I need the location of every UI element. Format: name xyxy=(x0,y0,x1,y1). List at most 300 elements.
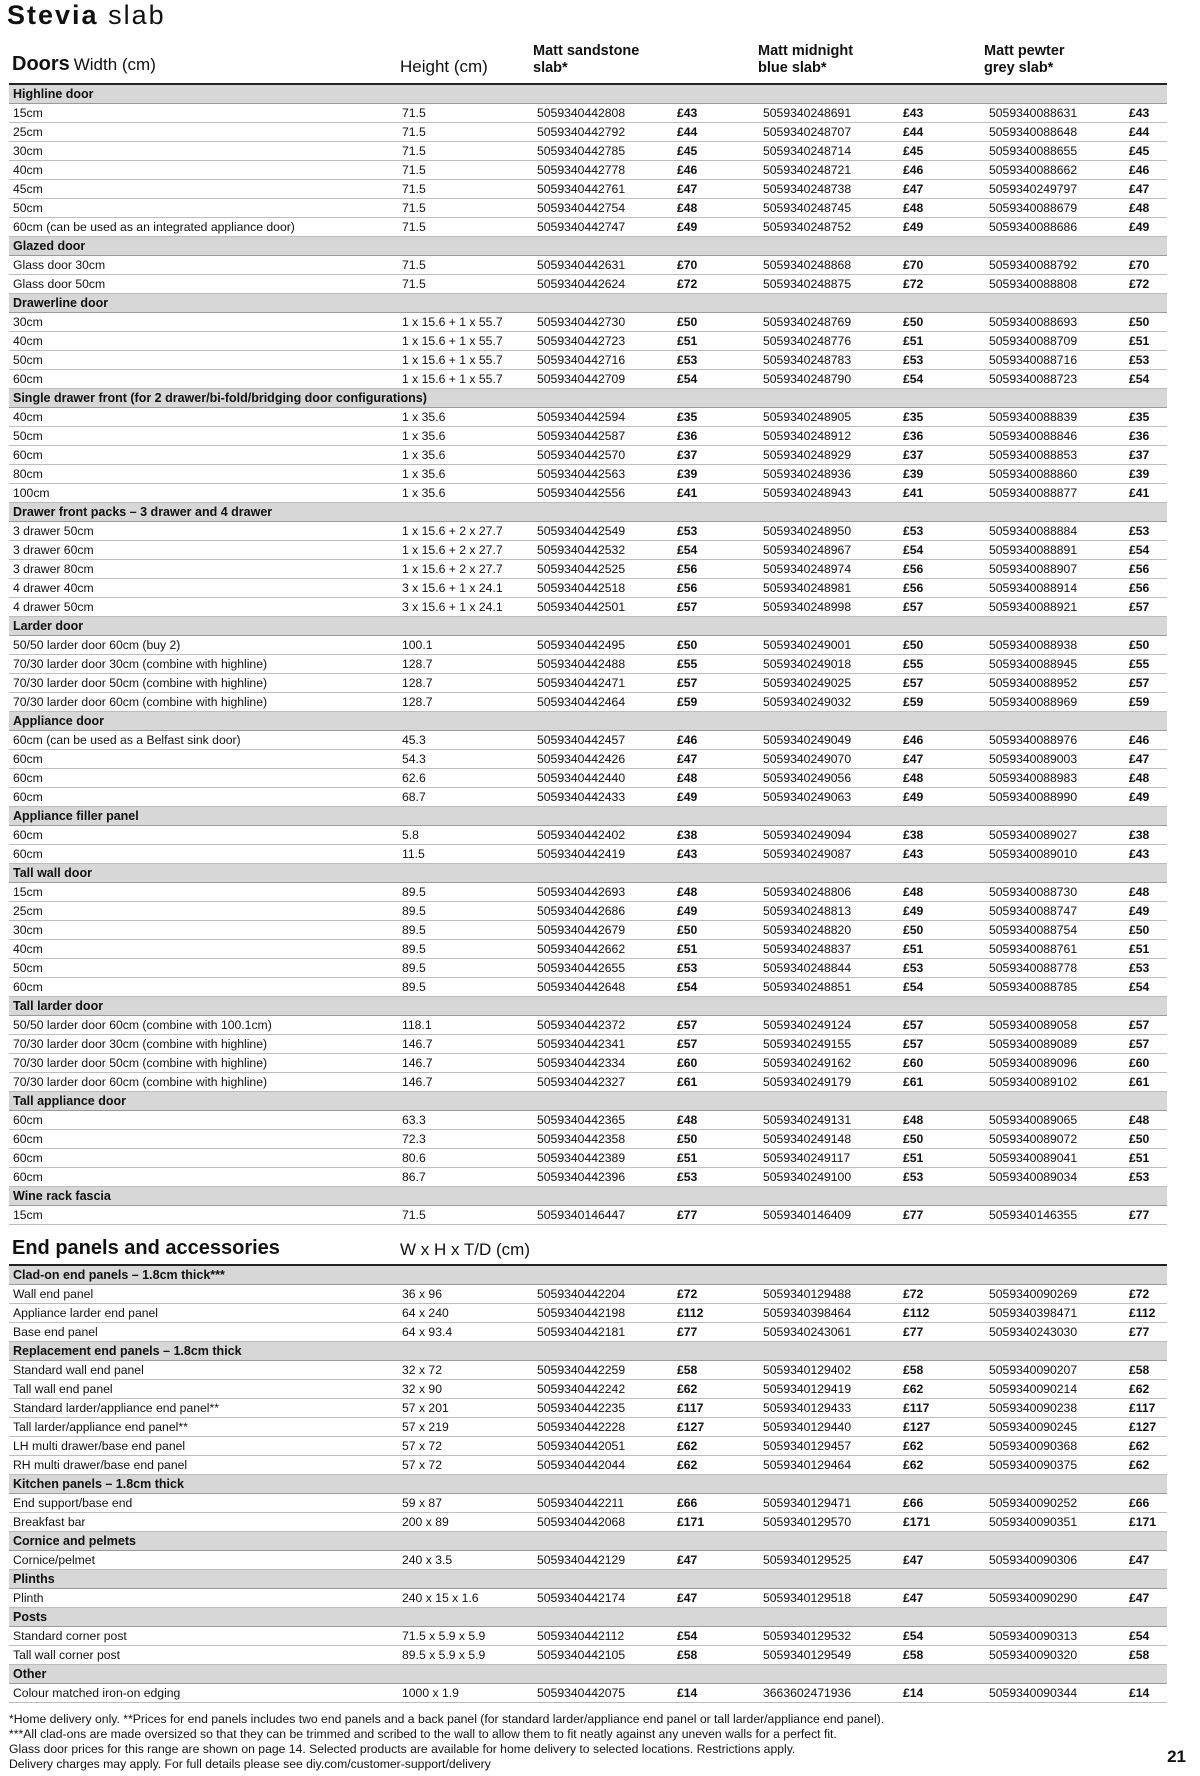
item-dimension: 71.5 xyxy=(398,199,533,218)
midnight-barcode: 5059340248912 xyxy=(759,427,899,446)
pewter-barcode: 5059340090306 xyxy=(985,1551,1125,1570)
item-dimension: 240 x 15 x 1.6 xyxy=(398,1589,533,1608)
midnight-price: £57 xyxy=(899,674,985,693)
pewter-price: £62 xyxy=(1125,1437,1167,1456)
table-row xyxy=(9,1168,1167,1187)
midnight-barcode: 5059340398464 xyxy=(759,1304,899,1323)
item-dimension: 71.5 xyxy=(398,256,533,275)
pewter-barcode: 5059340090238 xyxy=(985,1399,1125,1418)
item-description: 70/30 larder door 30cm (combine with highline) xyxy=(9,1035,398,1054)
section-header-row xyxy=(9,1342,1167,1361)
item-dimension: 71.5 xyxy=(398,275,533,294)
midnight-price: £62 xyxy=(899,1456,985,1475)
item-description: Breakfast bar xyxy=(9,1513,398,1532)
sandstone-barcode: 5059340442105 xyxy=(533,1646,673,1665)
midnight-barcode: 5059340248769 xyxy=(759,313,899,332)
midnight-barcode: 5059340129570 xyxy=(759,1513,899,1532)
sandstone-barcode: 5059340442556 xyxy=(533,484,673,503)
panels-header xyxy=(12,1237,280,1260)
table-row xyxy=(9,1589,1167,1608)
footnote: ***All clad-ons are made oversized so that they can be trimmed and scribed to the wall to allow them to fit neatly against any uneven walls for a perfect fit. xyxy=(9,1727,837,1741)
section-title: Larder door xyxy=(9,617,1167,636)
midnight-price: £66 xyxy=(899,1494,985,1513)
pewter-barcode: 5059340088938 xyxy=(985,636,1125,655)
pewter-price: £54 xyxy=(1125,541,1167,560)
midnight-barcode: 5059340129532 xyxy=(759,1627,899,1646)
section-header-row xyxy=(9,712,1167,731)
midnight-barcode: 5059340129402 xyxy=(759,1361,899,1380)
section-title: Clad-on end panels – 1.8cm thick*** xyxy=(9,1266,1167,1285)
midnight-price: £56 xyxy=(899,560,985,579)
sandstone-barcode: 5059340442389 xyxy=(533,1149,673,1168)
item-description: 70/30 larder door 30cm (combine with highline) xyxy=(9,655,398,674)
midnight-price: £58 xyxy=(899,1361,985,1380)
item-description: 40cm xyxy=(9,940,398,959)
item-dimension: 89.5 x 5.9 x 5.9 xyxy=(398,1646,533,1665)
pewter-price: £48 xyxy=(1125,769,1167,788)
pewter-price: £58 xyxy=(1125,1646,1167,1665)
pewter-barcode: 5059340088662 xyxy=(985,161,1125,180)
item-dimension: 1 x 15.6 + 2 x 27.7 xyxy=(398,560,533,579)
section-header-row xyxy=(9,1187,1167,1206)
midnight-barcode: 5059340249131 xyxy=(759,1111,899,1130)
sandstone-price: £49 xyxy=(673,788,759,807)
midnight-barcode: 5059340248905 xyxy=(759,408,899,427)
doors-header xyxy=(12,53,156,76)
col-header-midnight-line2: blue slab* xyxy=(758,60,827,76)
page-title-style: slab xyxy=(108,0,166,30)
item-dimension: 72.3 xyxy=(398,1130,533,1149)
col-header-sandstone xyxy=(533,43,639,77)
table-row xyxy=(9,1206,1167,1225)
table-row xyxy=(9,1399,1167,1418)
table-row xyxy=(9,883,1167,902)
pewter-price: £58 xyxy=(1125,1361,1167,1380)
sandstone-price: £54 xyxy=(673,541,759,560)
section-title: Tall appliance door xyxy=(9,1092,1167,1111)
doors-price-table xyxy=(9,85,1167,1225)
table-row xyxy=(9,655,1167,674)
midnight-barcode: 5059340129518 xyxy=(759,1589,899,1608)
col-header-midnight-line1: Matt midnight xyxy=(758,43,854,59)
item-dimension: 1 x 15.6 + 2 x 27.7 xyxy=(398,522,533,541)
sandstone-price: £51 xyxy=(673,1149,759,1168)
table-row xyxy=(9,351,1167,370)
sandstone-barcode: 5059340442525 xyxy=(533,560,673,579)
pewter-barcode: 5059340089102 xyxy=(985,1073,1125,1092)
pewter-price: £112 xyxy=(1125,1304,1167,1323)
sandstone-price: £38 xyxy=(673,826,759,845)
table-row xyxy=(9,1456,1167,1475)
pewter-barcode: 5059340089058 xyxy=(985,1016,1125,1035)
midnight-barcode: 5059340248752 xyxy=(759,218,899,237)
sandstone-price: £41 xyxy=(673,484,759,503)
pewter-price: £49 xyxy=(1125,218,1167,237)
sandstone-barcode: 5059340442662 xyxy=(533,940,673,959)
pewter-barcode: 5059340088853 xyxy=(985,446,1125,465)
sandstone-barcode: 5059340442235 xyxy=(533,1399,673,1418)
sandstone-barcode: 5059340442563 xyxy=(533,465,673,484)
page-number: 21 xyxy=(1167,1747,1186,1766)
midnight-barcode: 5059340249148 xyxy=(759,1130,899,1149)
table-row xyxy=(9,427,1167,446)
midnight-price: £57 xyxy=(899,1016,985,1035)
sandstone-price: £50 xyxy=(673,1130,759,1149)
pewter-barcode: 5059340088686 xyxy=(985,218,1125,237)
sandstone-price: £56 xyxy=(673,560,759,579)
midnight-price: £39 xyxy=(899,465,985,484)
sandstone-barcode: 5059340442402 xyxy=(533,826,673,845)
footnote: Delivery charges may apply. For full details please see diy.com/customer-support/delivery xyxy=(9,1757,491,1771)
midnight-price: £46 xyxy=(899,731,985,750)
item-description: 3 drawer 50cm xyxy=(9,522,398,541)
pewter-barcode: 5059340088747 xyxy=(985,902,1125,921)
section-header-row xyxy=(9,389,1167,408)
sandstone-price: £14 xyxy=(673,1684,759,1703)
midnight-barcode: 5059340248714 xyxy=(759,142,899,161)
section-title: Drawer front packs – 3 drawer and 4 drawer xyxy=(9,503,1167,522)
item-dimension: 146.7 xyxy=(398,1073,533,1092)
pewter-price: £39 xyxy=(1125,465,1167,484)
item-dimension: 3 x 15.6 + 1 x 24.1 xyxy=(398,579,533,598)
sandstone-barcode: 5059340442648 xyxy=(533,978,673,997)
item-dimension: 54.3 xyxy=(398,750,533,769)
midnight-barcode: 5059340249087 xyxy=(759,845,899,864)
sandstone-barcode: 5059340442334 xyxy=(533,1054,673,1073)
sandstone-price: £62 xyxy=(673,1437,759,1456)
midnight-barcode: 5059340129471 xyxy=(759,1494,899,1513)
item-dimension: 128.7 xyxy=(398,674,533,693)
midnight-barcode: 5059340129549 xyxy=(759,1646,899,1665)
pewter-barcode: 5059340249797 xyxy=(985,180,1125,199)
sandstone-barcode: 5059340442440 xyxy=(533,769,673,788)
item-description: LH multi drawer/base end panel xyxy=(9,1437,398,1456)
midnight-price: £47 xyxy=(899,1551,985,1570)
pewter-barcode: 5059340088761 xyxy=(985,940,1125,959)
item-description: 50cm xyxy=(9,351,398,370)
sandstone-barcode: 5059340442624 xyxy=(533,275,673,294)
item-dimension: 1 x 15.6 + 2 x 27.7 xyxy=(398,541,533,560)
pewter-price: £46 xyxy=(1125,731,1167,750)
sandstone-barcode: 5059340442808 xyxy=(533,104,673,123)
midnight-barcode: 5059340249117 xyxy=(759,1149,899,1168)
item-description: Tall larder/appliance end panel** xyxy=(9,1418,398,1437)
item-description: 60cm xyxy=(9,826,398,845)
item-dimension: 3 x 15.6 + 1 x 24.1 xyxy=(398,598,533,617)
sandstone-barcode: 5059340442327 xyxy=(533,1073,673,1092)
sandstone-barcode: 5059340442488 xyxy=(533,655,673,674)
item-dimension: 89.5 xyxy=(398,921,533,940)
sandstone-barcode: 5059340442112 xyxy=(533,1627,673,1646)
item-dimension: 240 x 3.5 xyxy=(398,1551,533,1570)
sandstone-barcode: 5059340442181 xyxy=(533,1323,673,1342)
midnight-barcode: 5059340249049 xyxy=(759,731,899,750)
item-dimension: 71.5 xyxy=(398,1206,533,1225)
midnight-price: £48 xyxy=(899,1111,985,1130)
midnight-price: £77 xyxy=(899,1323,985,1342)
table-row xyxy=(9,1418,1167,1437)
pewter-barcode: 5059340088723 xyxy=(985,370,1125,389)
pewter-barcode: 5059340089096 xyxy=(985,1054,1125,1073)
table-row xyxy=(9,598,1167,617)
sandstone-barcode: 5059340442464 xyxy=(533,693,673,712)
pewter-price: £53 xyxy=(1125,351,1167,370)
midnight-barcode: 5059340248820 xyxy=(759,921,899,940)
midnight-price: £53 xyxy=(899,522,985,541)
sandstone-price: £53 xyxy=(673,522,759,541)
pewter-price: £47 xyxy=(1125,1551,1167,1570)
pewter-price: £57 xyxy=(1125,1016,1167,1035)
item-dimension: 68.7 xyxy=(398,788,533,807)
pewter-price: £57 xyxy=(1125,598,1167,617)
midnight-price: £127 xyxy=(899,1418,985,1437)
item-dimension: 71.5 xyxy=(398,218,533,237)
midnight-barcode: 5059340146409 xyxy=(759,1206,899,1225)
pewter-barcode: 5059340090320 xyxy=(985,1646,1125,1665)
section-title: Kitchen panels – 1.8cm thick xyxy=(9,1475,1167,1494)
sandstone-price: £48 xyxy=(673,883,759,902)
midnight-barcode: 5059340248806 xyxy=(759,883,899,902)
sandstone-barcode: 5059340442204 xyxy=(533,1285,673,1304)
sandstone-price: £72 xyxy=(673,275,759,294)
pewter-barcode: 5059340089065 xyxy=(985,1111,1125,1130)
item-description: 70/30 larder door 60cm (combine with highline) xyxy=(9,693,398,712)
midnight-barcode: 5059340249155 xyxy=(759,1035,899,1054)
pewter-barcode: 5059340088952 xyxy=(985,674,1125,693)
pewter-price: £77 xyxy=(1125,1206,1167,1225)
pewter-price: £36 xyxy=(1125,427,1167,446)
sandstone-barcode: 5059340442396 xyxy=(533,1168,673,1187)
item-dimension: 1 x 15.6 + 1 x 55.7 xyxy=(398,313,533,332)
item-dimension: 89.5 xyxy=(398,959,533,978)
height-column-label: Height (cm) xyxy=(400,57,488,76)
item-description: 70/30 larder door 50cm (combine with highline) xyxy=(9,674,398,693)
section-title: Highline door xyxy=(9,85,1167,104)
section-header-row xyxy=(9,1475,1167,1494)
item-description: Glass door 50cm xyxy=(9,275,398,294)
section-header-row xyxy=(9,617,1167,636)
midnight-price: £59 xyxy=(899,693,985,712)
item-dimension: 86.7 xyxy=(398,1168,533,1187)
table-row xyxy=(9,769,1167,788)
item-dimension: 200 x 89 xyxy=(398,1513,533,1532)
sandstone-price: £48 xyxy=(673,769,759,788)
item-dimension: 63.3 xyxy=(398,1111,533,1130)
midnight-price: £49 xyxy=(899,788,985,807)
sandstone-price: £48 xyxy=(673,1111,759,1130)
sandstone-barcode: 5059340442549 xyxy=(533,522,673,541)
midnight-price: £43 xyxy=(899,845,985,864)
table-row xyxy=(9,674,1167,693)
sandstone-price: £57 xyxy=(673,1016,759,1035)
sandstone-price: £53 xyxy=(673,1168,759,1187)
item-description: 50cm xyxy=(9,199,398,218)
sandstone-price: £127 xyxy=(673,1418,759,1437)
midnight-price: £48 xyxy=(899,883,985,902)
item-description: 60cm xyxy=(9,446,398,465)
pewter-barcode: 5059340088983 xyxy=(985,769,1125,788)
midnight-barcode: 5059340249025 xyxy=(759,674,899,693)
dimensions-column-label: W x H x T/D (cm) xyxy=(400,1240,530,1259)
pewter-barcode: 5059340089041 xyxy=(985,1149,1125,1168)
table-row xyxy=(9,845,1167,864)
sandstone-price: £54 xyxy=(673,1627,759,1646)
table-row xyxy=(9,788,1167,807)
item-dimension: 11.5 xyxy=(398,845,533,864)
sandstone-price: £48 xyxy=(673,199,759,218)
midnight-barcode: 5059340129464 xyxy=(759,1456,899,1475)
item-dimension: 32 x 72 xyxy=(398,1361,533,1380)
item-description: Standard wall end panel xyxy=(9,1361,398,1380)
pewter-barcode: 5059340088655 xyxy=(985,142,1125,161)
section-header-row xyxy=(9,864,1167,883)
pewter-barcode: 5059340089089 xyxy=(985,1035,1125,1054)
section-title: Cornice and pelmets xyxy=(9,1532,1167,1551)
midnight-barcode: 5059340249179 xyxy=(759,1073,899,1092)
table-row xyxy=(9,1494,1167,1513)
midnight-barcode: 5059340248776 xyxy=(759,332,899,351)
item-dimension: 45.3 xyxy=(398,731,533,750)
pewter-price: £51 xyxy=(1125,940,1167,959)
pewter-barcode: 5059340088785 xyxy=(985,978,1125,997)
section-title: Other xyxy=(9,1665,1167,1684)
midnight-barcode: 5059340129433 xyxy=(759,1399,899,1418)
sandstone-price: £112 xyxy=(673,1304,759,1323)
pewter-price: £48 xyxy=(1125,1111,1167,1130)
item-description: 60cm xyxy=(9,750,398,769)
pewter-price: £55 xyxy=(1125,655,1167,674)
midnight-barcode: 5059340248844 xyxy=(759,959,899,978)
midnight-price: £47 xyxy=(899,750,985,769)
item-description: 60cm xyxy=(9,1111,398,1130)
midnight-barcode: 5059340248813 xyxy=(759,902,899,921)
midnight-price: £50 xyxy=(899,636,985,655)
table-row xyxy=(9,123,1167,142)
midnight-barcode: 3663602471936 xyxy=(759,1684,899,1703)
pewter-barcode: 5059340088914 xyxy=(985,579,1125,598)
pewter-barcode: 5059340090313 xyxy=(985,1627,1125,1646)
section-header-row xyxy=(9,237,1167,256)
sandstone-barcode: 5059340442051 xyxy=(533,1437,673,1456)
midnight-price: £14 xyxy=(899,1684,985,1703)
sandstone-barcode: 5059340442259 xyxy=(533,1361,673,1380)
sandstone-barcode: 5059340442129 xyxy=(533,1551,673,1570)
item-description: 3 drawer 80cm xyxy=(9,560,398,579)
item-description: 60cm xyxy=(9,1168,398,1187)
midnight-barcode: 5059340249100 xyxy=(759,1168,899,1187)
item-dimension: 100.1 xyxy=(398,636,533,655)
section-title: Single drawer front (for 2 drawer/bi-fold/bridging door configurations) xyxy=(9,389,1167,408)
sandstone-barcode: 5059340442518 xyxy=(533,579,673,598)
item-description: Colour matched iron-on edging xyxy=(9,1684,398,1703)
pewter-price: £62 xyxy=(1125,1456,1167,1475)
midnight-barcode: 5059340248707 xyxy=(759,123,899,142)
midnight-price: £60 xyxy=(899,1054,985,1073)
item-dimension: 118.1 xyxy=(398,1016,533,1035)
pewter-barcode: 5059340089010 xyxy=(985,845,1125,864)
item-description: 50cm xyxy=(9,959,398,978)
table-row xyxy=(9,1054,1167,1073)
sandstone-barcode: 5059340442433 xyxy=(533,788,673,807)
sandstone-price: £37 xyxy=(673,446,759,465)
item-dimension: 62.6 xyxy=(398,769,533,788)
pewter-price: £57 xyxy=(1125,674,1167,693)
table-row xyxy=(9,940,1167,959)
item-dimension: 146.7 xyxy=(398,1035,533,1054)
table-row xyxy=(9,370,1167,389)
sandstone-barcode: 5059340442044 xyxy=(533,1456,673,1475)
item-dimension: 1 x 35.6 xyxy=(398,446,533,465)
pewter-price: £48 xyxy=(1125,883,1167,902)
panels-price-table xyxy=(9,1266,1167,1703)
pewter-barcode: 5059340088709 xyxy=(985,332,1125,351)
sandstone-barcode: 5059340442723 xyxy=(533,332,673,351)
item-description: 25cm xyxy=(9,902,398,921)
item-description: 25cm xyxy=(9,123,398,142)
item-description: 60cm xyxy=(9,845,398,864)
sandstone-price: £57 xyxy=(673,674,759,693)
sandstone-price: £72 xyxy=(673,1285,759,1304)
midnight-price: £57 xyxy=(899,1035,985,1054)
midnight-barcode: 5059340248998 xyxy=(759,598,899,617)
sandstone-barcode: 5059340442501 xyxy=(533,598,673,617)
midnight-barcode: 5059340248790 xyxy=(759,370,899,389)
pewter-barcode: 5059340088693 xyxy=(985,313,1125,332)
pewter-barcode: 5059340146355 xyxy=(985,1206,1125,1225)
pewter-barcode: 5059340088778 xyxy=(985,959,1125,978)
table-row xyxy=(9,446,1167,465)
section-header-row xyxy=(9,503,1167,522)
pewter-barcode: 5059340088877 xyxy=(985,484,1125,503)
pewter-barcode: 5059340088969 xyxy=(985,693,1125,712)
midnight-price: £43 xyxy=(899,104,985,123)
sandstone-price: £39 xyxy=(673,465,759,484)
section-title: Appliance door xyxy=(9,712,1167,731)
pewter-barcode: 5059340090207 xyxy=(985,1361,1125,1380)
table-row xyxy=(9,1073,1167,1092)
sandstone-barcode: 5059340442457 xyxy=(533,731,673,750)
section-header-row xyxy=(9,85,1167,104)
midnight-barcode: 5059340248950 xyxy=(759,522,899,541)
sandstone-barcode: 5059340442761 xyxy=(533,180,673,199)
midnight-price: £49 xyxy=(899,218,985,237)
midnight-price: £117 xyxy=(899,1399,985,1418)
midnight-barcode: 5059340249018 xyxy=(759,655,899,674)
pewter-barcode: 5059340088839 xyxy=(985,408,1125,427)
pewter-price: £50 xyxy=(1125,636,1167,655)
pewter-barcode: 5059340088716 xyxy=(985,351,1125,370)
pewter-price: £48 xyxy=(1125,199,1167,218)
sandstone-price: £58 xyxy=(673,1361,759,1380)
midnight-price: £35 xyxy=(899,408,985,427)
midnight-barcode: 5059340248851 xyxy=(759,978,899,997)
panels-heading: End panels and accessories xyxy=(12,1237,280,1259)
sandstone-price: £171 xyxy=(673,1513,759,1532)
midnight-price: £47 xyxy=(899,180,985,199)
item-dimension: 64 x 93.4 xyxy=(398,1323,533,1342)
item-dimension: 57 x 72 xyxy=(398,1437,533,1456)
pewter-price: £127 xyxy=(1125,1418,1167,1437)
col-header-sandstone-line1: Matt sandstone xyxy=(533,43,640,59)
pewter-barcode: 5059340088808 xyxy=(985,275,1125,294)
pewter-price: £62 xyxy=(1125,1380,1167,1399)
doors-heading: Doors xyxy=(12,53,70,75)
pewter-price: £43 xyxy=(1125,845,1167,864)
midnight-barcode: 5059340249063 xyxy=(759,788,899,807)
section-header-row xyxy=(9,294,1167,313)
midnight-price: £53 xyxy=(899,351,985,370)
table-row xyxy=(9,1016,1167,1035)
